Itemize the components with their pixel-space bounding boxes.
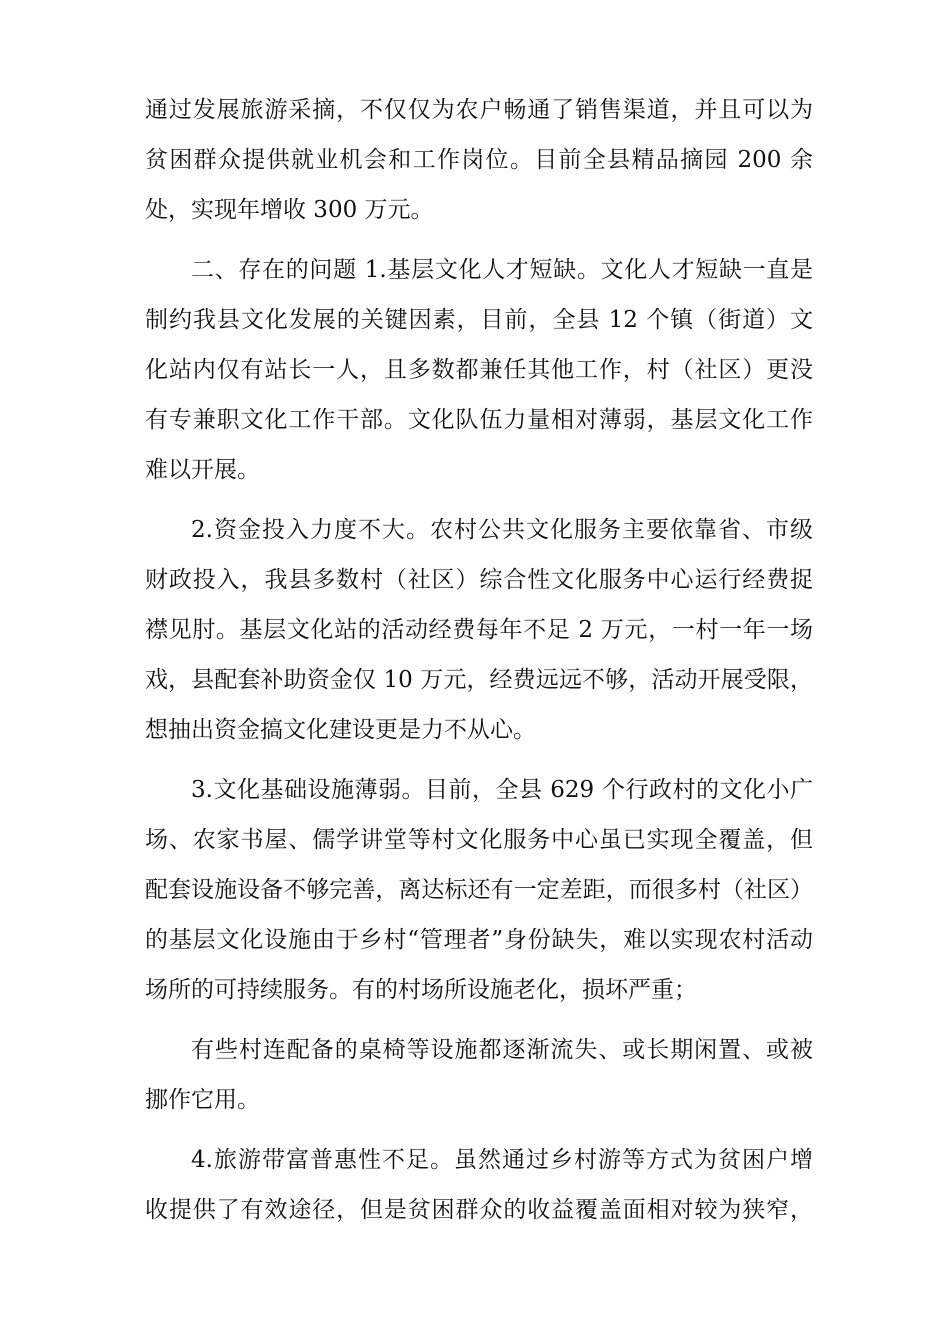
paragraph-tourism-picking	[145, 85, 813, 235]
text-line: 有专兼职文化工作干部。文化队伍力量相对薄弱，基层文化工作	[145, 407, 813, 433]
text-line: 通过发展旅游采摘，不仅仅为农户畅通了销售渠道，并且可以为	[145, 97, 813, 123]
text-line: 难以开展。	[145, 457, 260, 483]
text-line: 襟见肘。基层文化站的活动经费每年不足 2 万元，一村一年一场	[145, 617, 813, 643]
text-line: 戏，县配套补助资金仅 10 万元，经费远远不够，活动开展受限，	[145, 667, 813, 693]
text-line: 的基层文化设施由于乡村“管理者”身份缺失，难以实现农村活动	[145, 927, 813, 953]
paragraph-infrastructure	[145, 765, 813, 1015]
text-line: 财政投入，我县多数村（社区）综合性文化服务中心运行经费捉	[145, 567, 813, 593]
document-page	[145, 85, 813, 1245]
text-line: 3.文化基础设施薄弱。目前，全县 629 个行政村的文化小广	[191, 777, 813, 803]
paragraph-tourism-inclusiveness	[145, 1135, 813, 1235]
text-line: 贫困群众提供就业机会和工作岗位。目前全县精品摘园 200 余	[145, 147, 813, 173]
text-line: 场所的可持续服务。有的村场所设施老化，损坏严重；	[145, 977, 697, 1003]
text-line: 二、存在的问题 1.基层文化人才短缺。文化人才短缺一直是	[191, 257, 813, 283]
text-line: 处，实现年增收 300 万元。	[145, 197, 434, 223]
text-line: 想抽出资金搞文化建设更是力不从心。	[145, 717, 536, 743]
paragraph-funding	[145, 505, 813, 755]
text-line: 4.旅游带富普惠性不足。虽然通过乡村游等方式为贫困户增	[191, 1147, 813, 1173]
paragraph-facilities-loss	[145, 1025, 813, 1125]
text-line: 配套设施设备不够完善，离达标还有一定差距，而很多村（社区）	[145, 877, 813, 903]
text-line: 化站内仅有站长一人，且多数都兼任其他工作，村（社区）更没	[145, 357, 813, 383]
text-line: 场、农家书屋、儒学讲堂等村文化服务中心虽已实现全覆盖，但	[145, 827, 813, 853]
text-line: 有些村连配备的桌椅等设施都逐渐流失、或长期闲置、或被	[191, 1037, 813, 1063]
text-line: 制约我县文化发展的关键因素，目前，全县 12 个镇（街道）文	[145, 307, 813, 333]
paragraph-problems-talent	[145, 245, 813, 495]
text-line: 收提供了有效途径，但是贫困群众的收益覆盖面相对较为狭窄，	[145, 1197, 813, 1223]
text-line: 挪作它用。	[145, 1087, 260, 1113]
text-line: 2.资金投入力度不大。农村公共文化服务主要依靠省、市级	[191, 517, 813, 543]
